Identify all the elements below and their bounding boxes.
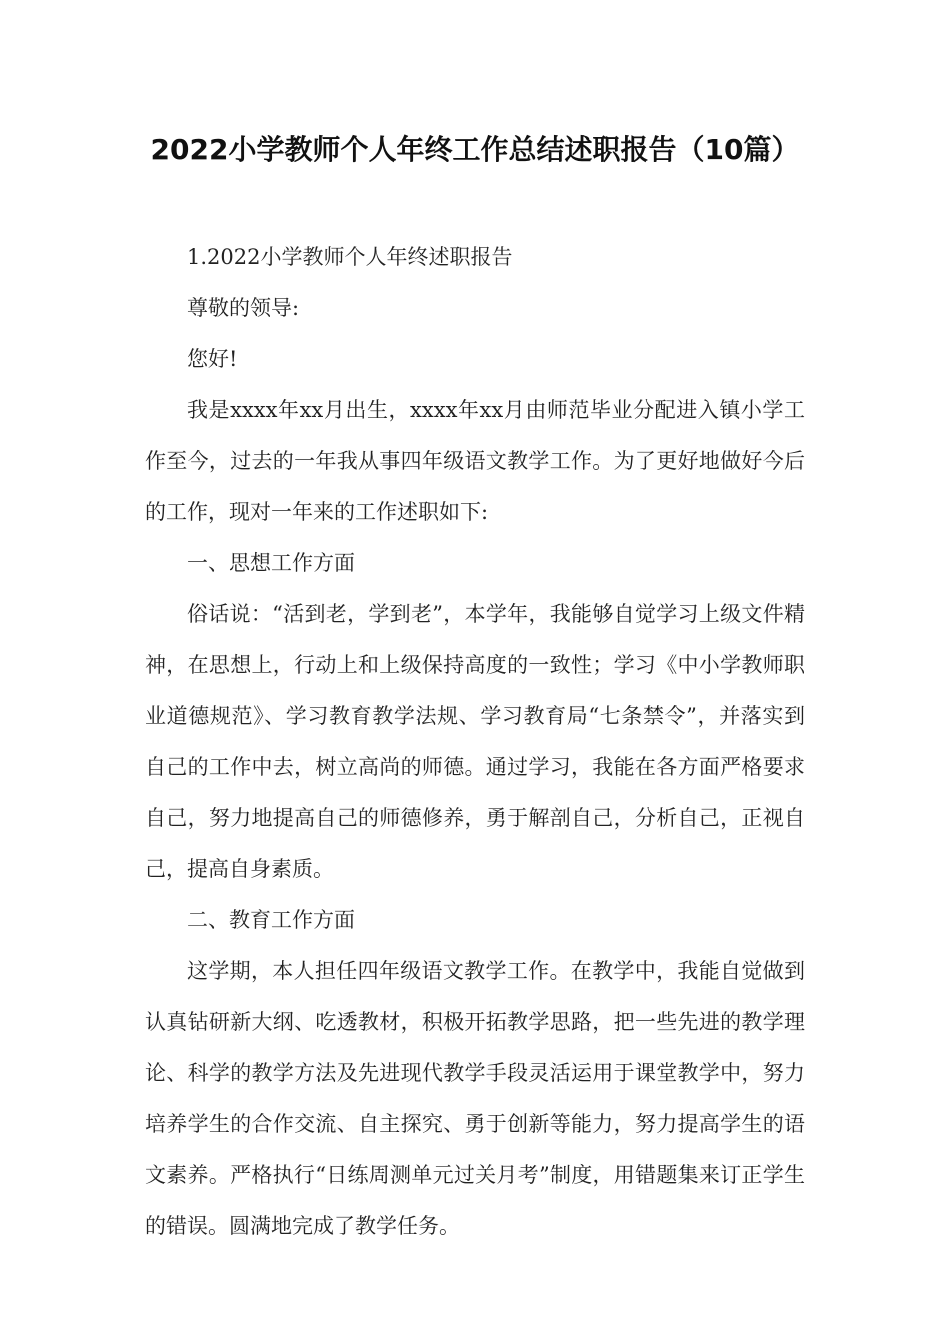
paragraph-heading-ideology: 一、思想工作方面 bbox=[187, 551, 355, 575]
document-body bbox=[145, 232, 805, 1252]
document-title: 2022小学教师个人年终工作总结述职报告（10篇） bbox=[150, 133, 800, 166]
paragraph-greeting: 您好! bbox=[187, 347, 238, 371]
paragraph-salutation: 尊敬的领导: bbox=[187, 296, 300, 320]
paragraph-introduction: 我是xxxx年xx月出生，xxxx年xx月由师范毕业分配进入镇小学工作至今，过去的一年我从事四年级语文教学工作。为了更好地做好今后的工作，现对一年来的工作述职如下: bbox=[145, 398, 805, 524]
paragraph-section-heading: 1.2022小学教师个人年终述职报告 bbox=[187, 245, 513, 269]
paragraph-ideology: 俗话说：“活到老，学到老”，本学年，我能够自觉学习上级文件精神，在思想上，行动上和上级保持高度的一致性；学习《中小学教师职业道德规范》、学习教育教学法规、学习教育局“七条禁令”，并落实到自己的工作中去，树立高尚的师德。通过学习，我能在各方面严格要求自己，努力地提高自己的师德修养，勇于解剖自己，分析自己，正视自己，提高自身素质。 bbox=[145, 602, 805, 881]
paragraph-education: 这学期，本人担任四年级语文教学工作。在教学中，我能自觉做到认真钻研新大纲、吃透教材，积极开拓教学思路，把一些先进的教学理论、科学的教学方法及先进现代教学手段灵活运用于课堂教学中，努力培养学生的合作交流、自主探究、勇于创新等能力，努力提高学生的语文素养。严格执行“日练周测单元过关月考”制度，用错题集来订正学生的错误。圆满地完成了教学任务。 bbox=[145, 959, 805, 1238]
paragraph-heading-education: 二、教育工作方面 bbox=[187, 908, 355, 932]
